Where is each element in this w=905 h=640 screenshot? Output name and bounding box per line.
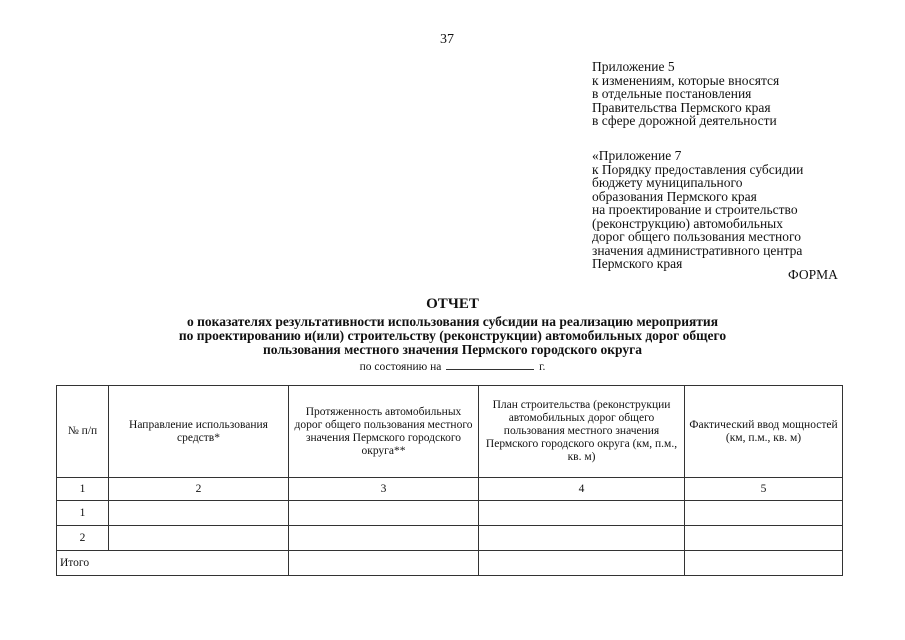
column-number: 4 [479, 478, 685, 501]
as-of-suffix: г. [539, 361, 546, 373]
annex-line: Приложение 5 [592, 59, 675, 74]
report-title: ОТЧЕТ [426, 296, 479, 312]
header-number: № п/п [57, 386, 109, 478]
table-cell[interactable] [685, 551, 843, 576]
column-number: 1 [57, 478, 109, 501]
page-number: 37 [440, 32, 454, 47]
subtitle-line: пользования местного значения Пермского городского округа [262, 342, 643, 357]
total-row [57, 551, 843, 576]
annex-line: бюджету муниципального [592, 175, 743, 190]
table-row [57, 526, 843, 551]
table-cell[interactable] [479, 501, 685, 526]
table-cell[interactable] [289, 501, 479, 526]
annex-line: к изменениям, которые вносятся [592, 72, 780, 88]
table-cell[interactable] [109, 501, 289, 526]
annex-line: на проектирование и строительство [592, 202, 798, 217]
header-length: Протяженность автомобильных дорог общего пользования местного значения Пермского городского округа** [289, 386, 479, 478]
report-subtitle [100, 315, 805, 357]
form-label: ФОРМА [788, 267, 838, 282]
header-actual: Фактический ввод мощностей (км, п.м., кв. м) [685, 386, 843, 478]
table-row [57, 501, 843, 526]
annex-line: к Порядку предоставления субсидии [592, 161, 804, 177]
column-number-row [57, 478, 843, 501]
as-of-date-line [0, 360, 905, 373]
annex-line: в сфере дорожной деятельности [592, 113, 777, 128]
column-number: 3 [289, 478, 479, 501]
annex-line: Правительства Пермского края [592, 99, 771, 115]
date-blank-field[interactable] [446, 360, 534, 370]
annex-5-header [592, 60, 779, 128]
annex-line: дорог общего пользования местного [592, 229, 801, 244]
annex-line: Пермского края [592, 256, 683, 271]
column-number: 2 [109, 478, 289, 501]
annex-7-header [592, 149, 803, 271]
as-of-prefix: по состоянию на [359, 361, 442, 373]
annex-line: «Приложение 7 [592, 148, 682, 163]
row-number: 2 [57, 526, 109, 551]
header-direction: Направление использования средств* [109, 386, 289, 478]
header-plan: План строительства (реконструкции автомобильных дорог общего пользования местного значения Пермского городского округа (км, п.м., кв. м) [479, 386, 685, 478]
table-header-row [57, 386, 843, 478]
column-number: 5 [685, 478, 843, 501]
table-cell[interactable] [289, 551, 479, 576]
subtitle-line: по проектированию и(или) строительству (реконструкции) автомобильных дорог общего [178, 328, 727, 343]
report-table [56, 385, 843, 576]
annex-line: (реконструкцию) автомобильных [592, 215, 783, 231]
table-cell[interactable] [109, 526, 289, 551]
table-cell[interactable] [685, 501, 843, 526]
table-cell[interactable] [289, 526, 479, 551]
row-number: 1 [57, 501, 109, 526]
table-cell[interactable] [685, 526, 843, 551]
annex-line: в отдельные постановления [592, 86, 752, 101]
annex-line: образования Пермского края [592, 188, 757, 204]
table-cell[interactable] [479, 526, 685, 551]
table-cell[interactable] [479, 551, 685, 576]
total-label: Итого [57, 551, 289, 576]
subtitle-line: о показателях результативности использования субсидии на реализацию мероприятия [187, 314, 718, 329]
annex-line: значения административного центра [592, 242, 803, 258]
